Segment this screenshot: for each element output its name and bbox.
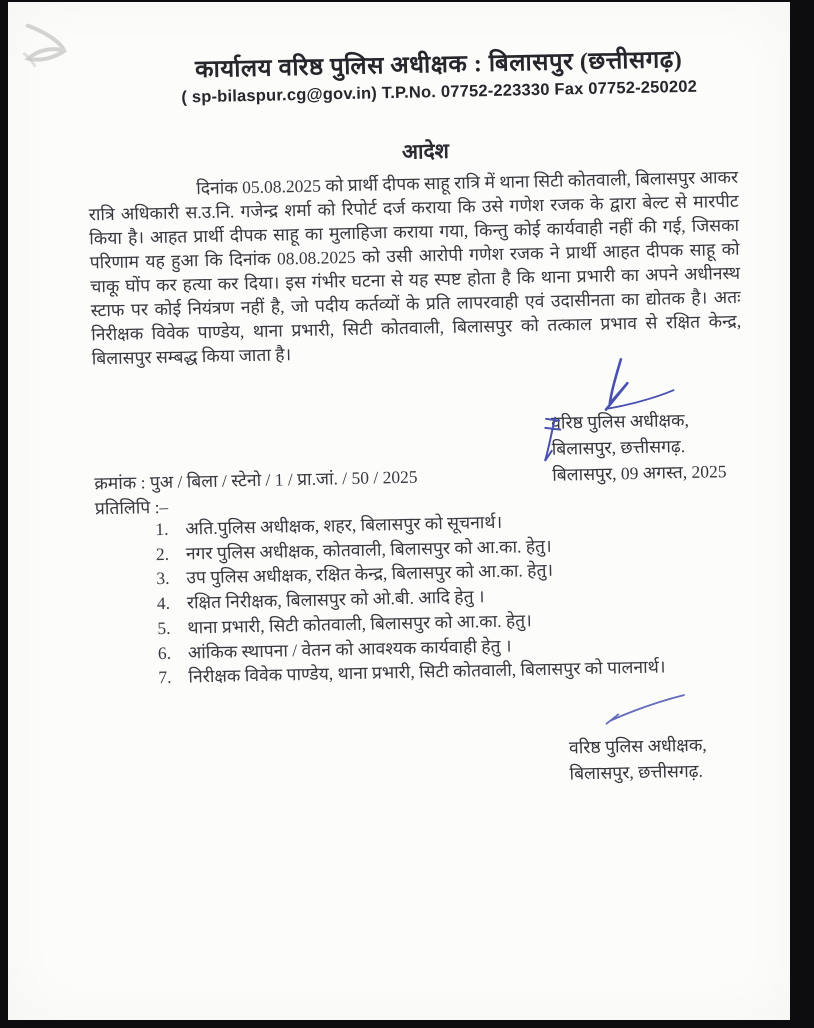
list-item-text: नगर पुलिस अधीक्षक, कोतवाली, बिलासपुर को आ.का. हेतु। xyxy=(185,535,552,564)
list-item-text: अति.पुलिस अधीक्षक, शहर, बिलासपुर को सूचनार्थ। xyxy=(185,511,503,539)
order-date-line: बिलासपुर, 09 अगस्त, 2025 xyxy=(552,461,727,485)
list-item-number: 1. xyxy=(155,518,169,540)
letterhead xyxy=(138,45,739,109)
signature-ink-1 xyxy=(605,359,628,409)
signature-block-top xyxy=(551,406,727,488)
list-item-number: 2. xyxy=(155,543,170,564)
signature-block-bottom xyxy=(569,732,708,787)
copy-to-heading: प्रतिलिपि :– xyxy=(94,496,169,519)
list-item-text: थाना प्रभारी, सिटी कोतवाली, बिलासपुर को आ.का. हेतु। xyxy=(187,610,533,638)
list-item-text: आंकिक स्थापना / वेतन को आवश्यक कार्यवाही हेतु । xyxy=(187,635,512,662)
list-item-number: 7. xyxy=(158,667,172,688)
copy-recipients-list xyxy=(155,505,758,690)
order-body-paragraph: दिनांक 05.08.2025 को प्रार्थी दीपक साहू रात्रि में थाना सिटी कोतवाली, बिलासपुर आकर रात्रि अधिकारी स.उ.नि. गजेन्द्र शर्मा को रिपोर्ट दर्ज कराया कि उसे गणेश रजक के द्वारा बेल्ट से मारपीट किया है। आहत प्रार्थी दीपक साहू का मुलाहिजा कराया गया, किन्तु कोई कार्यवाही नहीं की गई, जिसका परिणाम यह हुआ कि दिनांक 08.08.2025 को उसी आरोपी गणेश रजक ने प्रार्थी आहत दीपक साहू को चाकू घोंप कर हत्या कर दिया। इस गंभीर घटना से यह स्पष्ट होता है कि थाना प्रभारी का अपने अधीनस्थ स्टाफ पर कोई नियंत्रण नहीं है, जो पदीय कर्तव्यों के प्रति लापरवाही एवं उदासीनता का द्योतक है। अतः निरीक्षक विवेक पाण्डेय, थाना प्रभारी, सिटी कोतवाली, बिलासपुर को तत्काल प्रभाव से रक्षित केन्द्र, बिलासपुर सम्बद्ध किया जाता है। xyxy=(88,166,742,369)
signatory-designation: वरिष्ठ पुलिस अधीक्षक, xyxy=(550,409,690,433)
scanned-document-page xyxy=(8,2,790,1020)
signatory-location: बिलासपुर, छत्तीसगढ़. xyxy=(551,435,686,459)
list-item-text: उप पुलिस अधीक्षक, रक्षित केन्द्र, बिलासपुर को आ.का. हेतु। xyxy=(186,560,554,588)
office-title: कार्यालय वरिष्ठ पुलिस अधीक्षक : बिलासपुर (छत्तीसगढ़) xyxy=(194,46,683,84)
list-item-number: 5. xyxy=(157,617,171,638)
signature-ink-2 xyxy=(606,695,685,724)
list-item-number: 3. xyxy=(156,568,170,589)
reference-number-line: क्रमांक : पुअ / बिला / स्टेनो / 1 / प्रा.जां. / 50 / 2025 xyxy=(94,466,418,494)
order-heading: आदेश xyxy=(401,138,450,164)
list-item-number: 6. xyxy=(157,642,172,663)
list-item-text: निरीक्षक विवेक पाण्डेय, थाना प्रभारी, सिटी कोतवाली, बिलासपुर को पालनार्थ। xyxy=(188,656,666,687)
signatory-designation: वरिष्ठ पुलिस अधीक्षक, xyxy=(568,734,707,758)
contact-info: ( sp-bilaspur.cg@gov.in) T.P.No. 07752-223330 Fax 07752-250202 xyxy=(181,77,698,107)
signatory-location: बिलासपुर, छत्तीसगढ़. xyxy=(569,760,704,784)
list-item-number: 4. xyxy=(156,592,171,614)
list-item-text: रक्षित निरीक्षक, बिलासपुर को ओ.बी. आदि हेतु । xyxy=(186,586,485,613)
